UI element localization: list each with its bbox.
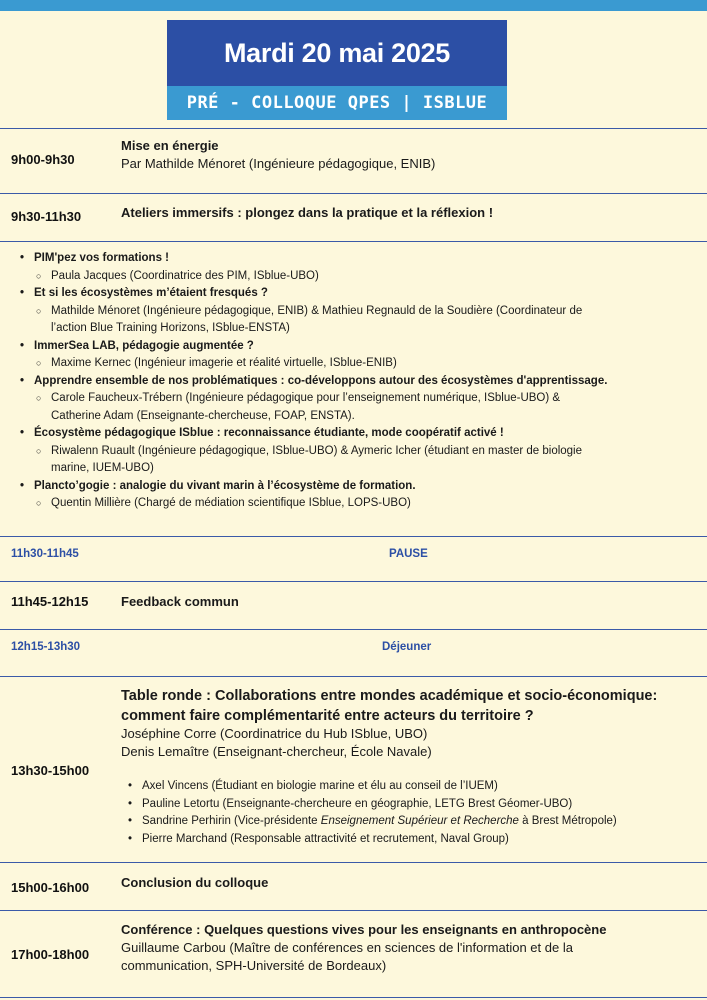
session-time: 11h45-12h15 bbox=[11, 594, 89, 609]
divider bbox=[0, 910, 707, 911]
session-title: Conclusion du colloque bbox=[121, 875, 269, 890]
panelist: • Axel Vincens (Étudiant en biologie marine et élu au conseil de l’IUEM) bbox=[128, 778, 703, 796]
workshop-speaker-cont bbox=[20, 408, 700, 426]
workshop-speaker: ○ Maxime Kernec (Ingénieur imagerie et réalité virtuelle, ISblue-ENIB) bbox=[20, 355, 700, 373]
session-title: Conférence : Quelques questions vives pour les enseignants en anthropocène bbox=[121, 922, 607, 937]
divider bbox=[0, 241, 707, 242]
workshop-title: • PIM'pez vos formations ! bbox=[20, 250, 700, 268]
session-speaker: Guillaume Carbou (Maître de conférences en sciences de l'information et de la bbox=[121, 940, 573, 955]
workshop-speaker: ○ Carole Faucheux-Trébern (Ingénieure pédagogique pour l’enseignement numérique, ISblue-UBO) & bbox=[20, 390, 700, 408]
workshop-speaker-line: Catherine Adam (Enseignante-chercheuse, FOAP, ENSTA). bbox=[51, 409, 355, 422]
divider bbox=[0, 676, 707, 677]
pause-label: PAUSE bbox=[389, 548, 428, 560]
session-time: 17h00-18h00 bbox=[11, 947, 90, 962]
divider bbox=[0, 193, 707, 194]
workshop-speaker-line: marine, IUEM-UBO) bbox=[51, 462, 154, 474]
session-title: Mise en énergie bbox=[121, 138, 219, 153]
workshop-title: • Et si les écosystèmes m’étaient fresqués ? bbox=[20, 285, 700, 303]
host-line: Denis Lemaître (Enseignant-chercheur, École Navale) bbox=[121, 744, 432, 759]
workshop-list bbox=[20, 250, 700, 513]
top-accent-bar bbox=[0, 0, 707, 11]
workshop-speaker: ○ Paula Jacques (Coordinatrice des PIM, ISblue-UBO) bbox=[20, 268, 700, 286]
workshop-title: • Plancto’gogie : analogie du vivant marin à l’écosystème de formation. bbox=[20, 478, 700, 496]
workshop-speaker: ○ Quentin Millière (Chargé de médiation scientifique ISblue, LOPS-UBO) bbox=[20, 495, 700, 513]
page-title: Mardi 20 mai 2025 bbox=[167, 20, 507, 86]
lunch-label: Déjeuner bbox=[382, 641, 432, 653]
workshop-speaker-cont bbox=[20, 320, 700, 338]
divider bbox=[0, 536, 707, 537]
workshop-title: • Écosystème pédagogique ISblue : reconnaissance étudiante, mode coopératif activé ! bbox=[20, 425, 700, 443]
page-subtitle: PRÉ - COLLOQUE QPES | ISBLUE bbox=[167, 86, 507, 120]
workshop-title: • Apprendre ensemble de nos problématiques : co-développons autour des écosystèmes d'apprentissage. bbox=[20, 373, 700, 391]
workshop-speaker-cont bbox=[20, 460, 700, 478]
session-time: 13h30-15h00 bbox=[11, 763, 90, 778]
panel-list bbox=[128, 778, 703, 848]
session-title: Ateliers immersifs : plongez dans la pratique et la réflexion ! bbox=[121, 205, 494, 220]
panelist-text: à Brest Métropole) bbox=[518, 815, 617, 827]
host-line: Joséphine Corre (Coordinatrice du Hub ISblue, UBO) bbox=[121, 726, 428, 741]
workshop-title: • ImmerSea LAB, pédagogie augmentée ? bbox=[20, 338, 700, 356]
session-time: 9h00-9h30 bbox=[11, 152, 75, 167]
session-speaker: Par Mathilde Ménoret (Ingénieure pédagogique, ENIB) bbox=[121, 156, 436, 171]
panelist bbox=[128, 813, 703, 831]
divider bbox=[0, 128, 707, 129]
panelist-role: Enseignement Supérieur et Recherche bbox=[320, 815, 519, 827]
session-title: Table ronde : Collaborations entre mondes académique et socio-économique: comment faire complémentarité entre acteurs du territoire ? bbox=[121, 688, 658, 724]
panelist: • Pauline Letortu (Enseignante-chercheure en géographie, LETG Brest Géomer-UBO) bbox=[128, 796, 703, 814]
session-title: Feedback commun bbox=[121, 594, 239, 609]
divider bbox=[0, 997, 707, 998]
divider bbox=[0, 629, 707, 630]
workshop-speaker: ○ Riwalenn Ruault (Ingénieure pédagogique, ISblue-UBO) & Aymeric Icher (étudiant en master de biologie bbox=[20, 443, 700, 461]
session-time: 9h30-11h30 bbox=[11, 209, 82, 224]
panelist-text: Sandrine Perhirin (Vice-présidente bbox=[142, 815, 321, 827]
session-speaker: communication, SPH-Université de Bordeaux) bbox=[121, 958, 387, 973]
divider bbox=[0, 581, 707, 582]
workshop-speaker: ○ Mathilde Ménoret (Ingénieure pédagogique, ENIB) & Mathieu Regnauld de la Soudière (Coordinateur de bbox=[20, 303, 700, 321]
panelist: • Pierre Marchand (Responsable attractivité et recrutement, Naval Group) bbox=[128, 831, 703, 849]
pause-time: 11h30-11h45 bbox=[11, 548, 79, 560]
divider bbox=[0, 862, 707, 863]
lunch-time: 12h15-13h30 bbox=[11, 641, 81, 653]
session-time: 15h00-16h00 bbox=[11, 880, 90, 895]
header-banner bbox=[167, 20, 507, 120]
workshop-speaker-line: l’action Blue Training Horizons, ISblue-ENSTA) bbox=[51, 322, 290, 334]
